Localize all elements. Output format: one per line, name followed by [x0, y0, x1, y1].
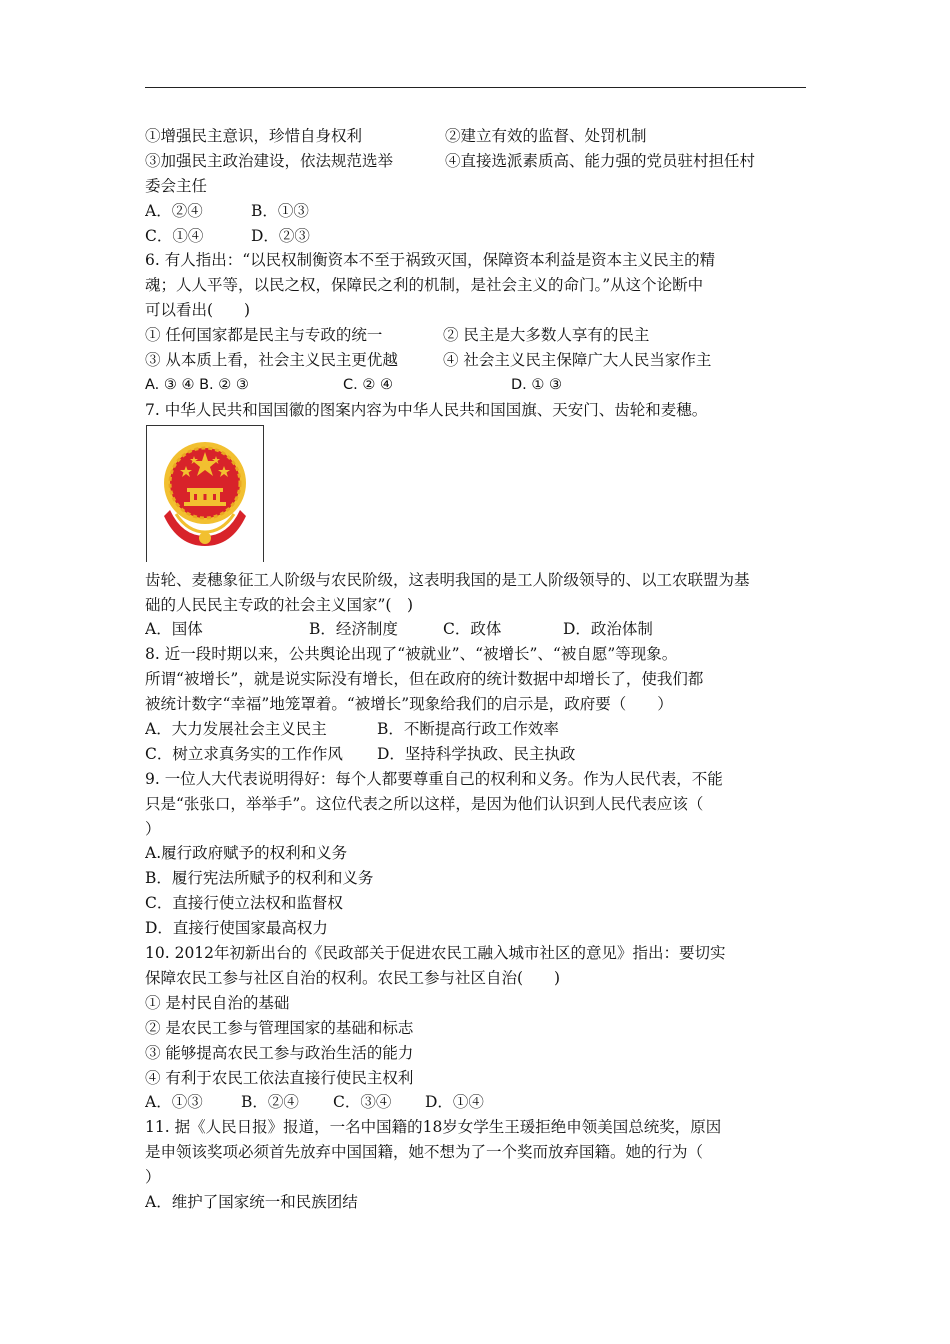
q11-stem-1: 11. 据《人民日报》报道，一名中国籍的18岁女学生王瑗拒绝申领美国总统奖，原因	[145, 1118, 722, 1137]
q5-option-d: D．②③	[251, 226, 310, 245]
q7-options	[145, 617, 807, 642]
q5-items-line-2	[145, 149, 807, 174]
q9-option-d: D．直接行使国家最高权力	[145, 919, 328, 938]
q11-stem-2: 是申领该奖项必须首先放弃中国国籍，她不想为了一个奖而放弃国籍。她的行为（	[145, 1143, 704, 1162]
q10-item-2: ② 是农民工参与管理国家的基础和标志	[145, 1018, 414, 1037]
q10-item-1: ① 是村民自治的基础	[145, 993, 290, 1012]
q5-options-2	[145, 224, 807, 249]
q10-option-b: B．②④	[241, 1093, 299, 1112]
q7-option-c: C．政体	[443, 620, 502, 639]
q5-option-a: A．②④	[145, 201, 203, 220]
q6-item-1: ① 任何国家都是民主与专政的统一	[145, 326, 383, 345]
q9-stem-2: 只是“张张口，举举手”。这位代表之所以这样，是因为他们认识到人民代表应该（	[145, 794, 704, 813]
q8-options-2	[145, 742, 807, 767]
q10-option-c: C．③④	[333, 1093, 392, 1112]
q7-option-b: B．经济制度	[309, 620, 398, 639]
national-emblem-icon	[162, 440, 248, 548]
q8-option-d: D．坚持科学执政、民主执政	[377, 744, 576, 763]
q6-item-3: ③ 从本质上看，社会主义民主更优越	[145, 351, 398, 370]
q10-item-3: ③ 能够提高农民工参与政治生活的能力	[145, 1043, 414, 1062]
q5-option-b: B．①③	[251, 201, 309, 220]
q10-option-a: A．①③	[145, 1093, 203, 1112]
q6-item-2: ② 民主是大多数人享有的民主	[443, 326, 650, 345]
q6-option-ab: A. ③ ④ B. ② ③	[145, 376, 249, 393]
q8-options-1	[145, 717, 807, 742]
q11-stem-3: ）	[145, 1168, 161, 1187]
q6-stem-3: 可以看出( )	[145, 301, 251, 320]
q6-stem-1: 6. 有人指出：“以民权制衡资本不至于祸致灭国，保障资本利益是资本主义民主的精	[145, 251, 716, 270]
q9-option-a: A.履行政府赋予的权利和义务	[145, 844, 348, 863]
q9-option-b: B．履行宪法所赋予的权利和义务	[145, 869, 374, 888]
q5-item-1: ①增强民主意识，珍惜自身权利	[145, 127, 363, 145]
q6-item-4: ④ 社会主义民主保障广大人民当家作主	[443, 351, 712, 370]
q8-option-c: C．树立求真务实的工作作风	[145, 744, 343, 763]
q8-option-b: B．不断提高行政工作效率	[377, 720, 559, 739]
q5-items-line-3: 委会主任	[145, 176, 208, 195]
q7-text-1: 齿轮、麦穗象征工人阶级与农民阶级，这表明我国的是工人阶级领导的、以工农联盟为基	[145, 570, 750, 589]
q10-options	[145, 1090, 807, 1115]
q6-items-line-2	[145, 348, 807, 373]
exam-page	[145, 124, 807, 1215]
q5-item-4: ④直接选派素质高、能力强的党员驻村担任村	[445, 151, 756, 170]
q7-text-2: 础的人民民主专政的社会主义国家”( )	[145, 595, 414, 614]
q8-stem-1: 8. 近一段时期以来，公共舆论出现了“被就业”、“被增长”、“被自愿”等现象。	[145, 645, 678, 664]
q8-stem-3: 被统计数字“幸福”地笼罩着。“被增长”现象给我们的启示是，政府要（ ）	[145, 695, 673, 714]
q5-options-1	[145, 199, 807, 224]
q9-option-c: C．直接行使立法权和监督权	[145, 894, 343, 913]
q10-item-4: ④ 有利于农民工依法直接行使民主权利	[145, 1068, 414, 1087]
national-emblem-figure	[146, 425, 264, 562]
q6-option-c: C. ② ④	[343, 376, 393, 393]
header-rule	[145, 87, 806, 88]
q10-option-d: D．①④	[425, 1093, 484, 1112]
q6-options	[145, 373, 807, 398]
q10-stem-2: 保障农民工参与社区自治的权利。农民工参与社区自治( )	[145, 968, 561, 987]
q5-item-3: ③加强民主政治建设，依法规范选举	[145, 151, 394, 170]
q6-items-line-1	[145, 323, 807, 348]
q5-item-2: ②建立有效的监督、处罚机制	[445, 127, 647, 145]
q5-items-line-1	[145, 124, 807, 149]
q9-stem-3: ）	[145, 819, 161, 838]
q10-stem-1: 10. 2012年初新出台的《民政部关于促进农民工融入城市社区的意见》指出：要切实	[145, 944, 726, 963]
q7-stem: 7. 中华人民共和国国徽的图案内容为中华人民共和国国旗、天安门、齿轮和麦穗。	[145, 400, 708, 419]
q7-option-a: A．国体	[145, 620, 203, 639]
q6-option-d: D. ① ③	[511, 376, 562, 393]
q11-option-a: A．维护了国家统一和民族团结	[145, 1192, 358, 1211]
q5-option-c: C．①④	[145, 226, 204, 245]
q9-stem-1: 9. 一位人大代表说明得好：每个人都要尊重自己的权利和义务。作为人民代表，不能	[145, 769, 723, 788]
q8-option-a: A．大力发展社会主义民主	[145, 720, 327, 739]
q7-option-d: D．政治体制	[563, 620, 653, 639]
q8-stem-2: 所谓“被增长”，就是说实际没有增长，但在政府的统计数据中却增长了，使我们都	[145, 670, 704, 689]
q6-stem-2: 魂；人人平等，以民之权，保障民之利的机制，是社会主义的命门。”从这个论断中	[145, 276, 704, 295]
